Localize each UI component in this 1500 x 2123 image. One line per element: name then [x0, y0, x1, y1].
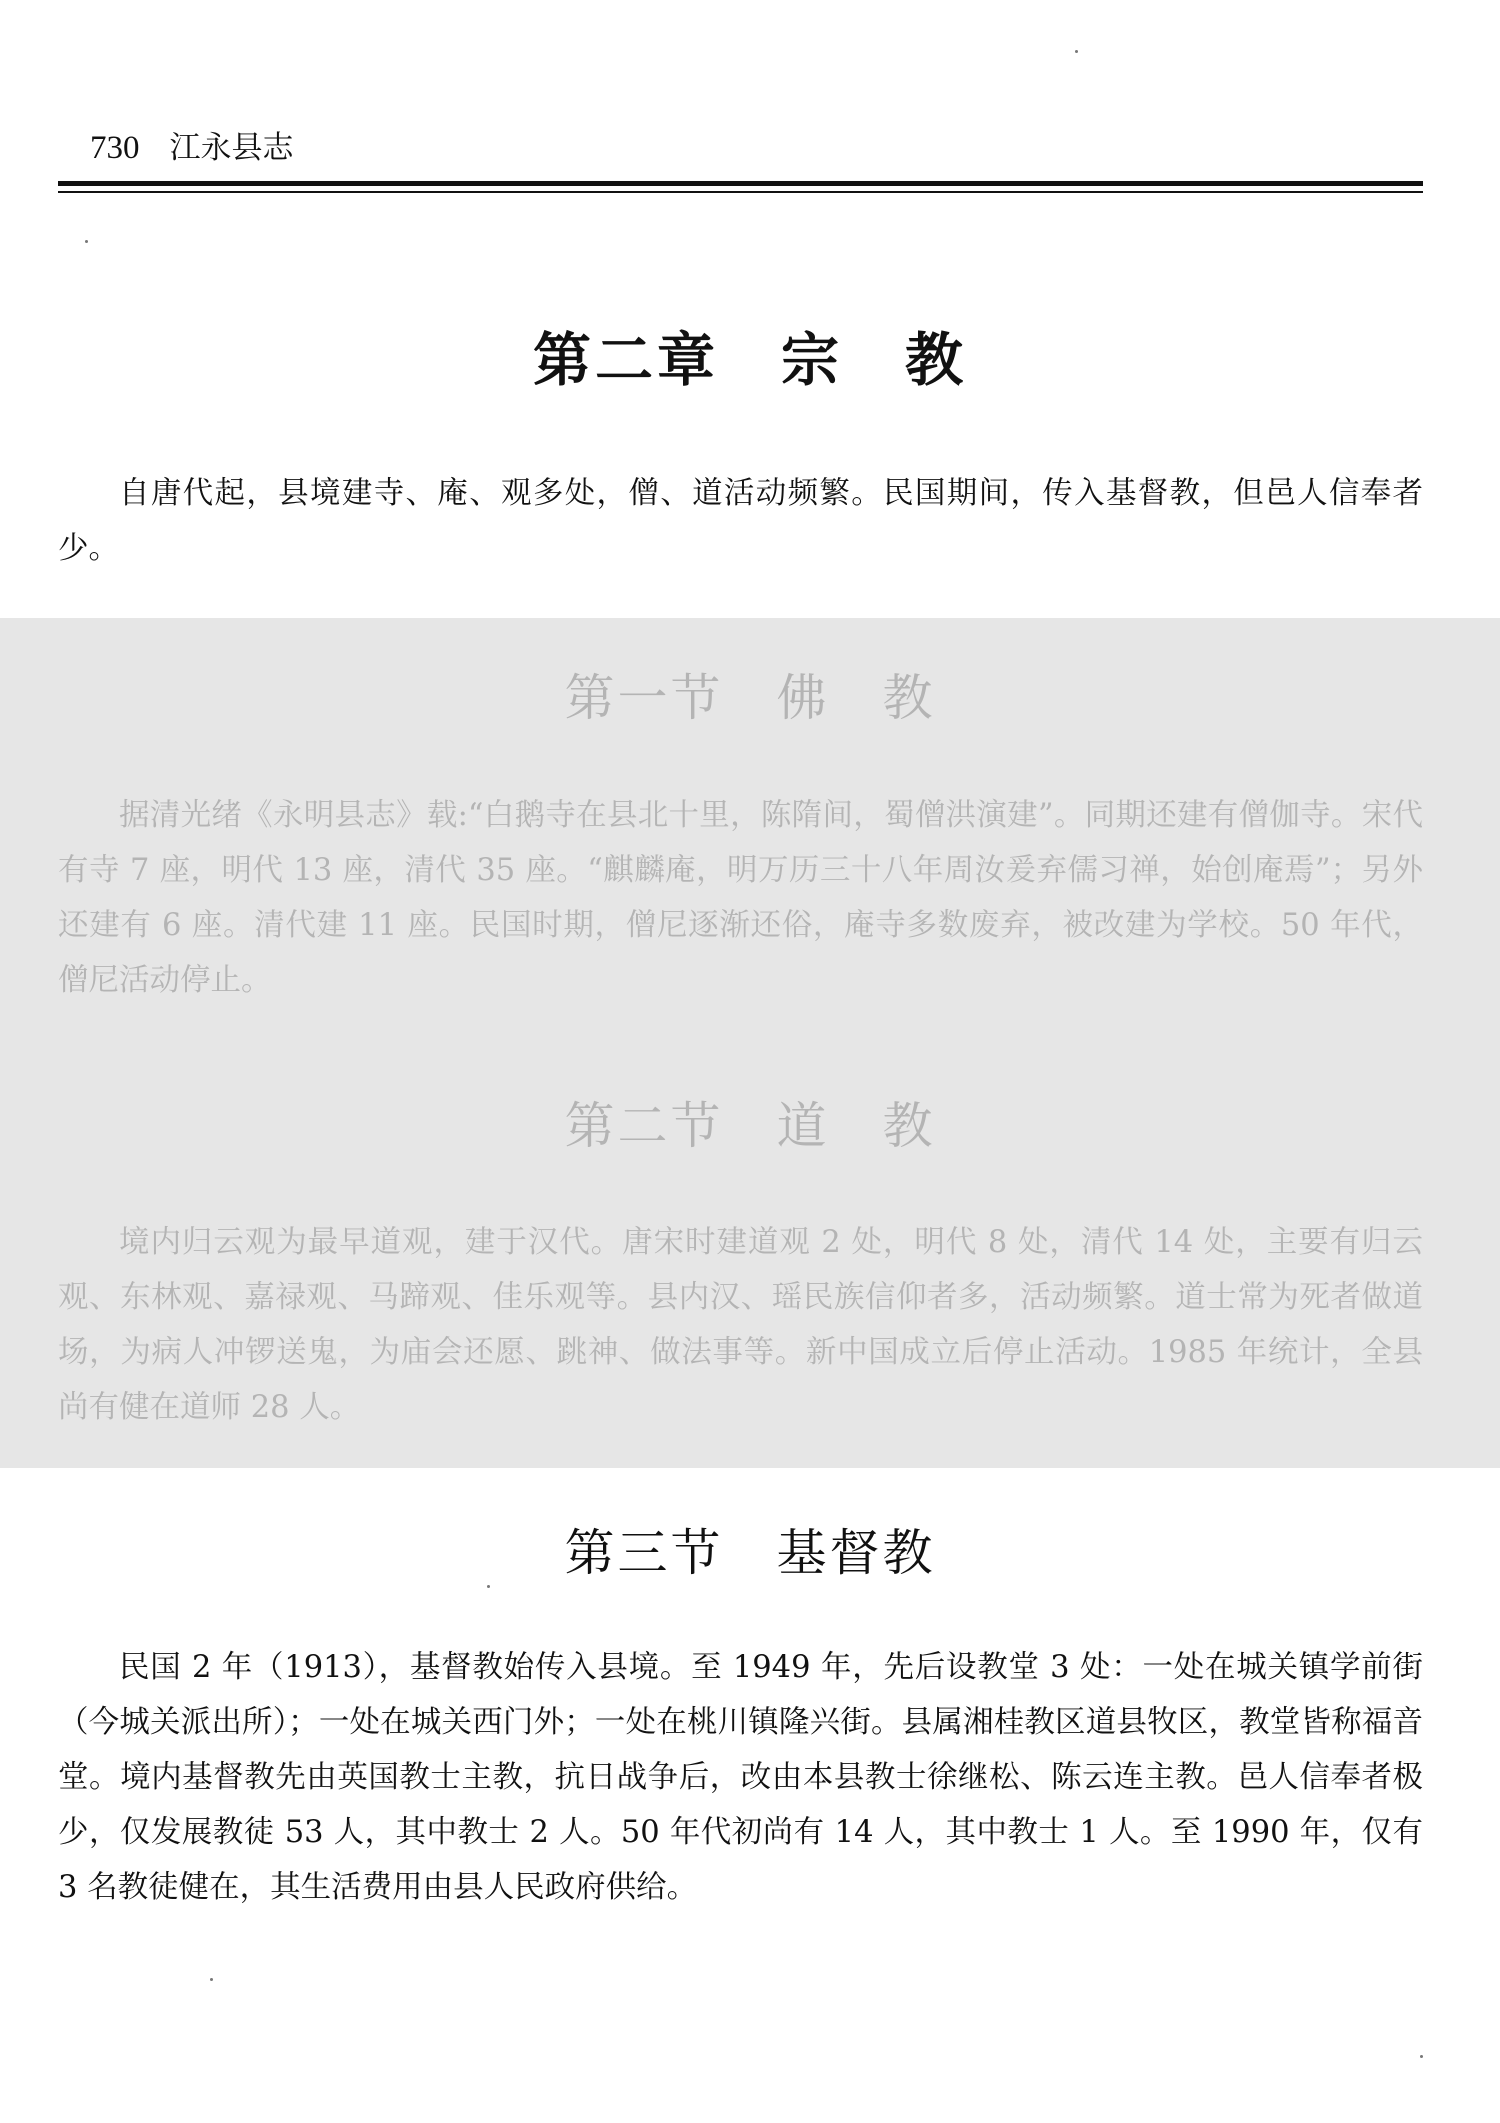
section-text-christianity: 民国 2 年（1913），基督教始传入县境。至 1949 年，先后设教堂 3 处：一处在城关镇学前街（今城关派出所）；一处在城关西门外；一处在桃川镇隆兴街。县属湘桂教区道县牧区，教堂皆称福音堂。境内基督教先由英国教士主教，抗日战争后，改由本县教士徐继松、陈云连主教。邑人信奉者极少，仅发展教徒 53 人，其中教士 2 人。50 年代初尚有 14 人，其中教士 1 人。至 1990 年，仅有 3 名教徒健在，其生活费用由县人民政府供给。 — [58, 1650, 1423, 1905]
running-head — [90, 128, 294, 168]
scan-speck — [1075, 50, 1078, 53]
page-number: 730 — [90, 130, 140, 166]
scan-speck — [85, 240, 88, 243]
section-text-buddhism: 据清光绪《永明县志》载:“白鹅寺在县北十里，陈隋间，蜀僧洪演建”。同期还建有僧伽寺。宋代有寺 7 座，明代 13 座，清代 35 座。“麒麟庵，明万历三十八年周汝爰弃儒习禅，始创庵焉”；另外还建有 6 座。清代建 11 座。民国时期，僧尼逐渐还俗，庵寺多数废弃，被改建为学校。50 年代，僧尼活动停止。 — [58, 798, 1423, 998]
section-title-taoism: 第二节 道 教 — [564, 1097, 936, 1155]
section-title-buddhism: 第一节 佛 教 — [564, 669, 936, 727]
scan-speck — [487, 1585, 490, 1588]
chapter-title: 第二章 宗 教 — [532, 326, 967, 394]
section-text-taoism: 境内归云观为最早道观，建于汉代。唐宋时建道观 2 处，明代 8 处，清代 14 处，主要有归云观、东林观、嘉禄观、马蹄观、佳乐观等。县内汉、瑶民族信仰者多，活动频繁。道士常为死者做道场，为病人冲锣送鬼，为庙会还愿、跳神、做法事等。新中国成立后停止活动。1985 年统计，全县尚有健在道师 28 人。 — [58, 1225, 1423, 1425]
book-title: 江永县志 — [169, 130, 294, 166]
scan-speck — [1420, 2055, 1423, 2058]
chapter-intro: 自唐代起，县境建寺、庵、观多处，僧、道活动频繁。民国期间，传入基督教，但邑人信奉者少。 — [58, 476, 1423, 566]
header-rule-thin — [58, 191, 1423, 193]
header-rule-thick — [58, 181, 1423, 186]
section-title-christianity: 第三节 基督教 — [564, 1524, 936, 1582]
scan-speck — [210, 1978, 213, 1981]
